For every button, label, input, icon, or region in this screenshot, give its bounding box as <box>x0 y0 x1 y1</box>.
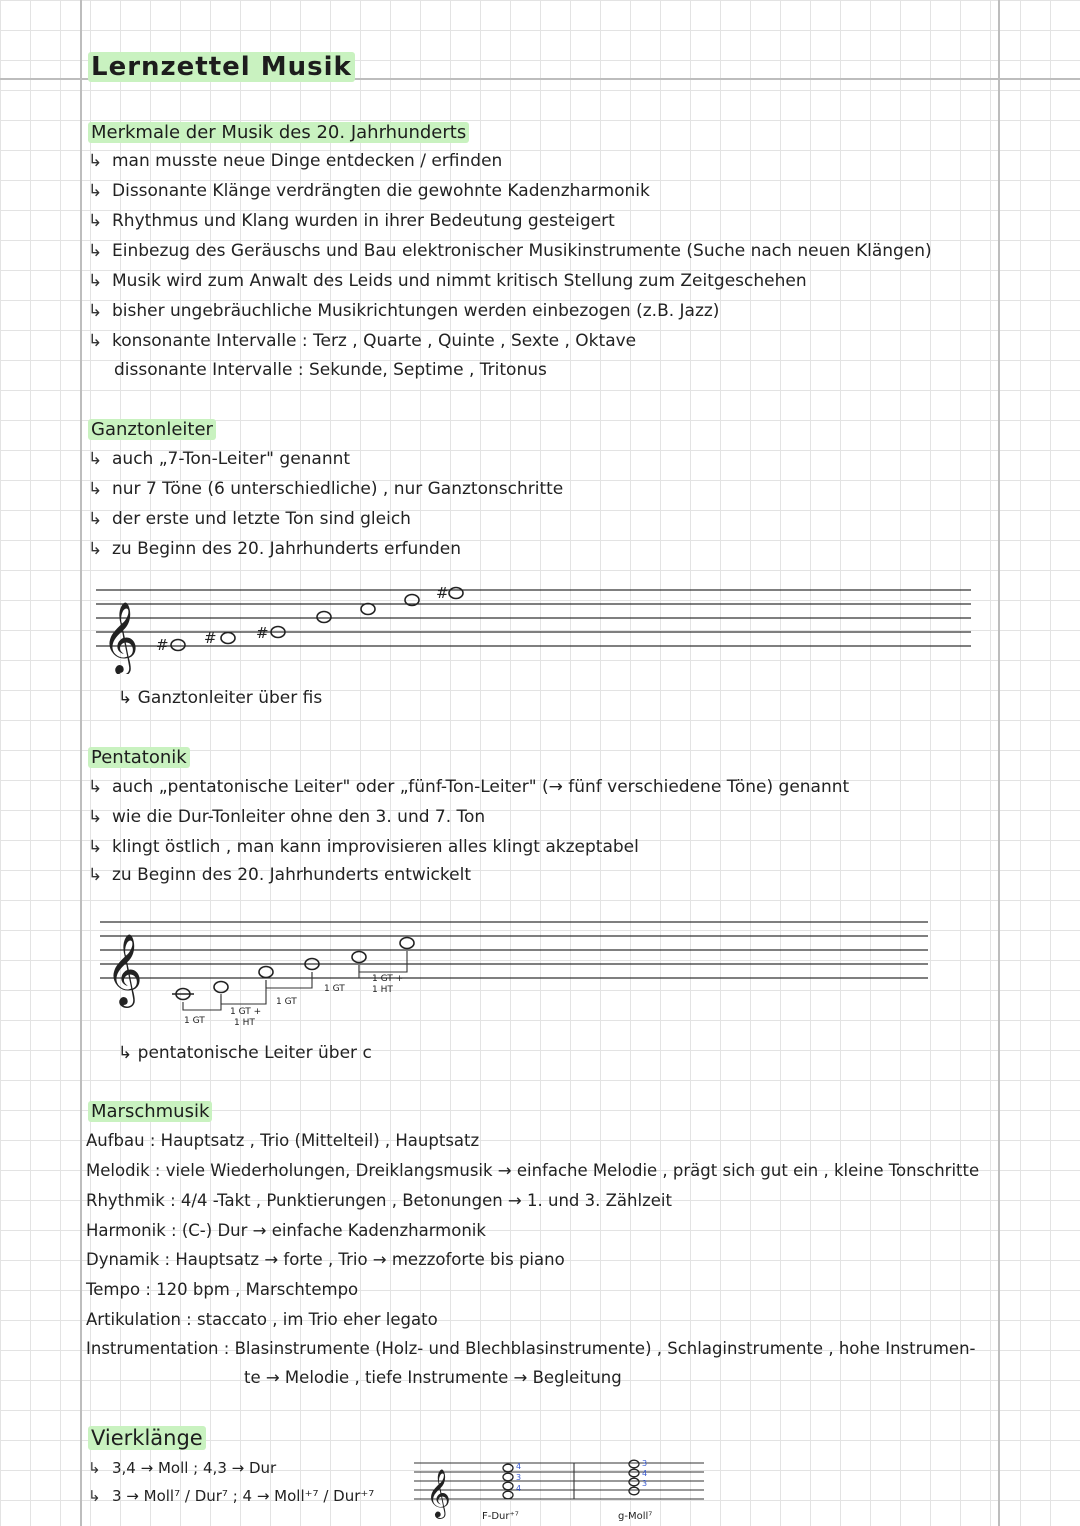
staff-ganztonleiter <box>96 578 976 674</box>
list-item: ↳ wie die Dur-Tonleiter ohne den 3. und 7. Ton <box>88 807 486 827</box>
staff-lines <box>414 1463 704 1499</box>
section-heading-pentatonik: Pentatonik <box>88 747 190 768</box>
arrow-icon: ↳ <box>88 211 103 231</box>
list-item: ↳ zu Beginn des 20. Jahrhunderts entwickelt <box>88 865 471 885</box>
chord-label: g-Moll⁷ <box>618 1511 653 1522</box>
list-item-continuation: dissonante Intervalle : Sekunde, Septime , Tritonus <box>114 360 547 380</box>
left-margin-line <box>80 0 82 1526</box>
list-item: ↳ konsonante Intervalle : Terz , Quarte , Quinte , Sexte , Oktave <box>88 331 637 351</box>
marsch-row: Artikulation : staccato , im Trio eher legato <box>86 1310 438 1329</box>
marsch-row-continuation: te → Melodie , tiefe Instrumente → Begleitung <box>244 1368 622 1387</box>
step-label: 1 GT <box>276 997 297 1007</box>
note <box>221 633 235 644</box>
staff-lines <box>96 590 971 646</box>
list-item: ↳ nur 7 Töne (6 unterschiedliche) , nur Ganztonschritte <box>88 479 564 499</box>
step-label: 1 GT <box>184 1016 205 1026</box>
staff-vierklaenge <box>414 1455 734 1525</box>
sharp-icon: # <box>256 624 269 642</box>
interval-label: 3 <box>642 1479 648 1488</box>
arrow-icon: ↳ <box>88 807 103 827</box>
note <box>259 967 273 978</box>
step-label: 1 HT <box>234 1018 255 1028</box>
marsch-row: Instrumentation : Blasinstrumente (Holz- und Blechblasinstrumente) , Schlaginstrumente , hohe Instrumen- <box>86 1339 976 1358</box>
section-heading-vierklaenge: Vierklänge <box>88 1426 206 1450</box>
treble-clef-icon: 𝄞 <box>426 1468 451 1517</box>
list-item: ↳ Einbezug des Geräuschs und Bau elektronischer Musikinstrumente (Suche nach neuen Klängen) <box>88 241 932 261</box>
arrow-icon: ↳ <box>88 301 103 321</box>
marsch-row: Aufbau : Hauptsatz , Trio (Mittelteil) , Hauptsatz <box>86 1131 480 1150</box>
arrow-icon: ↳ <box>88 777 103 797</box>
arrow-icon: ↳ <box>88 151 103 171</box>
step-label: 1 GT <box>324 984 345 994</box>
arrow-icon: ↳ <box>88 837 103 857</box>
list-item: ↳ bisher ungebräuchliche Musikrichtungen werden einbezogen (z.B. Jazz) <box>88 301 720 321</box>
marsch-row: Rhythmik : 4/4 -Takt , Punktierungen , Betonungen → 1. und 3. Zählzeit <box>86 1191 672 1210</box>
staff-caption-pentatonik: ↳ pentatonische Leiter über c <box>118 1043 372 1063</box>
list-item: ↳ auch „pentatonische Leiter" oder „fünf-Ton-Leiter" (→ fünf verschiedene Töne) genannt <box>88 777 850 797</box>
section-heading-ganztonleiter: Ganztonleiter <box>88 419 216 440</box>
marsch-row: Dynamik : Hauptsatz → forte , Trio → mezzoforte bis piano <box>86 1250 565 1269</box>
step-label: 1 GT + <box>230 1007 262 1017</box>
staff-caption-ganztonleiter: ↳ Ganztonleiter über fis <box>118 688 323 708</box>
arrow-icon: ↳ <box>88 1487 101 1505</box>
note <box>214 982 228 993</box>
interval-label: 4 <box>642 1469 648 1478</box>
right-margin-line <box>998 0 1000 1526</box>
list-item: ↳ 3,4 → Moll ; 4,3 → Dur <box>88 1459 277 1477</box>
note <box>449 588 463 599</box>
treble-clef-icon: 𝄞 <box>102 600 139 673</box>
section-heading-marschmusik: Marschmusik <box>88 1101 212 1122</box>
sharp-icon: # <box>156 636 169 654</box>
interval-label: 3 <box>516 1473 522 1482</box>
list-item: ↳ Rhythmus und Klang wurden in ihrer Bedeutung gesteigert <box>88 211 615 231</box>
note <box>317 612 331 623</box>
arrow-icon: ↳ <box>88 271 103 291</box>
sharp-icon: # <box>204 629 217 647</box>
staff-lines <box>100 922 928 978</box>
arrow-icon: ↳ <box>88 449 103 469</box>
page-title: Lernzettel Musik <box>88 52 355 82</box>
list-item: ↳ klingt östlich , man kann improvisieren alles klingt akzeptabel <box>88 837 639 857</box>
note <box>361 604 375 615</box>
list-item: ↳ 3 → Moll⁷ / Dur⁷ ; 4 → Moll⁺⁷ / Dur⁺⁷ <box>88 1487 375 1505</box>
interval-label: 3 <box>642 1459 648 1468</box>
list-item: ↳ Dissonante Klänge verdrängten die gewohnte Kadenzharmonik <box>88 181 650 201</box>
list-item: ↳ auch „7-Ton-Leiter" genannt <box>88 449 351 469</box>
arrow-icon: ↳ <box>88 509 103 529</box>
arrow-icon: ↳ <box>88 479 103 499</box>
interval-label: 4 <box>516 1484 522 1493</box>
arrow-icon: ↳ <box>88 331 103 351</box>
chord-label: F-Dur⁺⁷ <box>482 1511 519 1522</box>
step-label: 1 GT + <box>372 974 404 984</box>
staff-pentatonik <box>100 910 940 1035</box>
interval-label: 4 <box>516 1462 522 1471</box>
note <box>352 952 366 963</box>
arrow-icon: ↳ <box>88 865 103 885</box>
arrow-icon: ↳ <box>88 1459 101 1477</box>
list-item: ↳ der erste und letzte Ton sind gleich <box>88 509 411 529</box>
list-item: ↳ Musik wird zum Anwalt des Leids und nimmt kritisch Stellung zum Zeitgeschehen <box>88 271 807 291</box>
arrow-icon: ↳ <box>88 539 103 559</box>
marsch-row: Harmonik : (C-) Dur → einfache Kadenzharmonik <box>86 1221 486 1240</box>
marsch-row: Melodik : viele Wiederholungen, Dreiklangsmusik → einfache Melodie , prägt sich gut ein , kleine Tonschritte <box>86 1161 980 1180</box>
arrow-icon: ↳ <box>88 181 103 201</box>
arrow-icon: ↳ <box>88 241 103 261</box>
list-item: ↳ zu Beginn des 20. Jahrhunderts erfunden <box>88 539 462 559</box>
list-item: ↳ man musste neue Dinge entdecken / erfinden <box>88 151 503 171</box>
marsch-row: Tempo : 120 bpm , Marschtempo <box>86 1280 359 1299</box>
treble-clef-icon: 𝄞 <box>106 932 143 1005</box>
step-label: 1 HT <box>372 985 393 995</box>
sharp-icon: # <box>436 584 449 602</box>
note <box>400 938 414 949</box>
section-heading-20th-century: Merkmale der Musik des 20. Jahrhunderts <box>88 122 469 143</box>
note <box>171 640 185 651</box>
